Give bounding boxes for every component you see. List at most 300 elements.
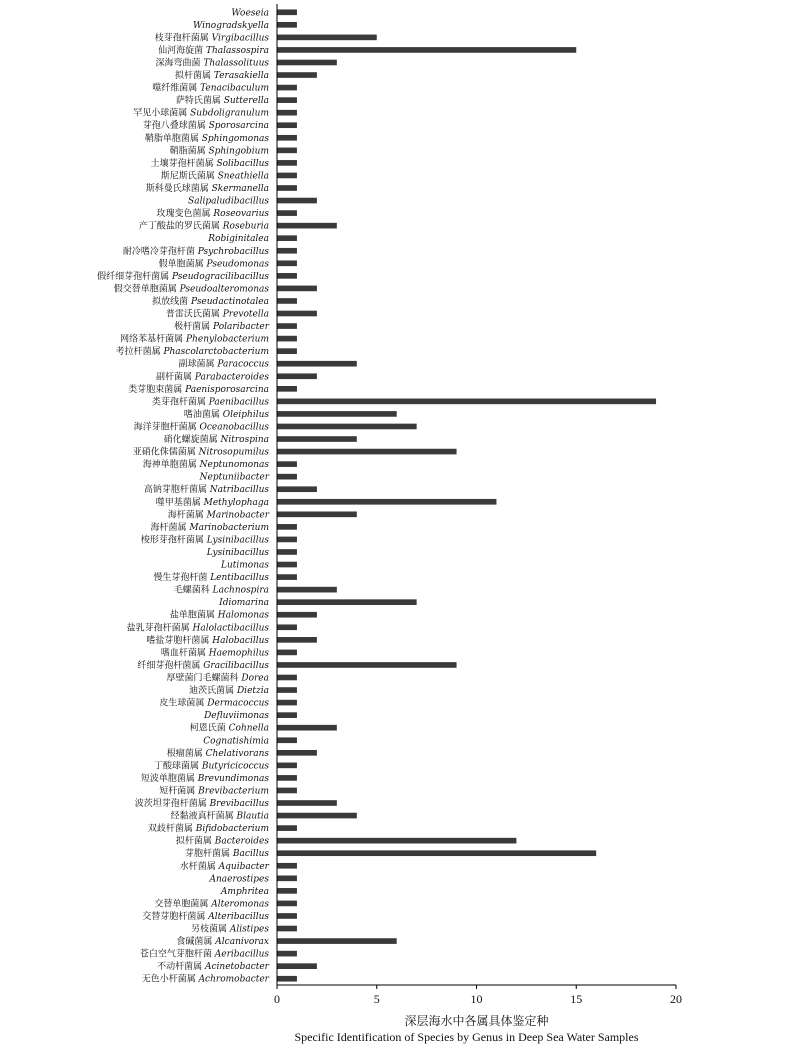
bar-brevibacillus	[278, 800, 337, 806]
category-label-latin: Thalassospira	[206, 45, 269, 56]
bar-achromobacter	[278, 976, 297, 982]
bar-polaribacter	[278, 323, 297, 329]
category-label-chinese: 芽孢八叠球菌属	[142, 121, 209, 132]
category-label-chinese: 迪茨氏菌属	[189, 686, 237, 697]
category-label-latin: Solibacillus	[216, 158, 269, 169]
bar-oceanobacillus	[278, 424, 417, 430]
category-label-latin: Pseudactinotalea	[191, 296, 269, 307]
category-label-latin: Chelativorans	[205, 748, 269, 759]
category-label-latin: Halolactibacillus	[192, 623, 269, 634]
bar-anaerostipes	[278, 875, 297, 881]
category-label	[220, 561, 269, 571]
bar-acinetobacter	[278, 963, 317, 969]
category-label-chinese: 毛螺菌科	[173, 585, 213, 596]
category-label	[184, 408, 269, 420]
category-label-chinese: 假交替单胞菌属	[113, 284, 180, 295]
category-label	[142, 910, 269, 922]
category-label-chinese: 硝化螺旋菌属	[163, 435, 221, 446]
bar-marinobacterium	[278, 524, 297, 530]
bar-lysinibacillus	[278, 549, 297, 555]
bar-chelativorans	[278, 750, 317, 756]
bar-dorea	[278, 675, 297, 681]
category-label-chinese: 波茨坦芽孢杆菌属	[134, 799, 210, 810]
category-label-latin: Alistipes	[229, 924, 269, 935]
x-tick-label: 15	[570, 992, 583, 1006]
bar-halomonas	[278, 612, 317, 618]
category-label	[157, 960, 270, 972]
bar-thalassolituus	[278, 60, 337, 66]
bar-bacillus	[278, 850, 597, 856]
category-label-latin: Alcanivorax	[215, 937, 269, 948]
bar-lysinibacillus	[278, 537, 297, 543]
bar-phenylobacterium	[278, 336, 297, 342]
category-label	[143, 458, 270, 470]
category-label	[167, 747, 270, 759]
bar-cognatishimia	[278, 737, 297, 743]
category-label	[152, 295, 269, 307]
category-label	[141, 533, 270, 545]
category-label-latin: Aeribacillus	[214, 949, 269, 960]
category-label	[137, 659, 269, 671]
category-label-latin: Amphritea	[220, 886, 269, 897]
category-label-latin: Lysinibacillus	[206, 547, 269, 558]
category-label-chinese: 海神单胞菌属	[142, 460, 200, 471]
category-label-latin: Winogradskyella	[193, 20, 269, 31]
category-label	[176, 94, 269, 106]
bar-pseudomonas	[278, 260, 297, 266]
category-label	[152, 82, 269, 94]
bar-paenibacillus	[278, 399, 657, 405]
category-label-latin: Bacteroides	[214, 836, 269, 847]
category-label-chinese: 假纤细芽孢杆菌属	[97, 271, 172, 282]
category-label-chinese: 无色小杆菌属	[141, 974, 199, 985]
category-label	[127, 621, 270, 633]
category-label-chinese: 耐冷嗜冷芽孢杆菌	[122, 246, 198, 257]
category-label-latin: Alteromonas	[211, 899, 269, 910]
category-label-latin: Achromobacter	[198, 974, 269, 985]
category-label-chinese: 斯尼斯氏菌属	[160, 171, 218, 182]
category-label-chinese: 双歧杆菌属	[147, 824, 196, 835]
bar-natribacillus	[278, 486, 317, 492]
category-label-latin: Tenacibaculum	[200, 83, 269, 94]
category-label-chinese: 高钠芽胞杆菌属	[143, 485, 210, 496]
category-label	[174, 584, 269, 596]
bar-gracilibacillus	[278, 662, 457, 668]
category-label	[164, 433, 269, 445]
category-label	[133, 446, 270, 458]
category-label-chinese: 根瘤菌属	[166, 748, 206, 759]
category-label-chinese: 亚硝化侏儒菌属	[132, 447, 199, 458]
category-label-chinese: 不动杆菌属	[157, 962, 205, 973]
bar-marinobacter	[278, 512, 357, 518]
bar-thalassospira	[278, 47, 577, 53]
category-label-chinese: 假单胞菌属	[158, 259, 207, 270]
bar-cohnella	[278, 725, 337, 731]
category-label	[142, 973, 270, 985]
category-label-chinese: 拟放线菌	[152, 296, 191, 307]
category-label-chinese: 深海弯曲菌	[155, 58, 204, 69]
category-label-chinese: 普雷沃氏菌属	[165, 309, 223, 320]
bar-alteribacillus	[278, 913, 297, 919]
category-label	[154, 897, 269, 909]
bar-alcanivorax	[278, 938, 397, 944]
category-label	[153, 571, 269, 583]
category-label-chinese: 短杆菌属	[159, 786, 199, 797]
category-label-latin: Skermanella	[211, 183, 269, 194]
category-label	[170, 609, 270, 621]
category-label-latin: Methylophaga	[203, 497, 269, 508]
category-label-latin: Lysinibacillus	[206, 535, 269, 546]
category-label-chinese: 嗜油菌属	[183, 409, 223, 420]
category-label-chinese: 苍白空气芽胞杆菌	[139, 949, 215, 960]
category-label-chinese: 产丁酸盐的罗氏菌属	[138, 221, 223, 232]
category-label-chinese: 噬纤维菌属	[152, 83, 201, 94]
category-label-latin: Phenylobacterium	[186, 334, 269, 345]
category-label	[176, 835, 270, 847]
bar-parabacteroides	[278, 373, 317, 379]
x-tick-label: 0	[274, 992, 280, 1006]
category-label-latin: Parabacteroides	[194, 372, 269, 383]
category-label-chinese: 另枝菌属	[191, 924, 230, 935]
bar-dermacoccus	[278, 700, 297, 706]
category-label-chinese: 斯科曼氏球菌属	[145, 183, 212, 194]
bar-butyricicoccus	[278, 763, 297, 769]
bar-sphingomonas	[278, 135, 297, 141]
category-label-chinese: 类芽孢杆菌属	[151, 397, 209, 408]
category-label	[114, 282, 270, 294]
category-label	[176, 935, 269, 947]
category-label-latin: Roseburia	[222, 221, 269, 232]
x-tick-label: 10	[470, 992, 483, 1006]
category-label-latin: Polaribacter	[213, 322, 269, 333]
category-label	[145, 132, 270, 144]
category-label-latin: Oleiphilus	[222, 409, 269, 420]
bar-sphingobium	[278, 148, 297, 154]
x-axis-title-english: Specific Identification of Species by Genus in Deep Sea Water Samples	[294, 1030, 639, 1044]
bar-lutimonas	[278, 562, 297, 568]
category-label-chinese: 水杆菌属	[179, 861, 219, 872]
category-label-chinese: 丁酸球菌属	[153, 761, 202, 772]
bar-aquibacter	[278, 863, 297, 869]
bar-haemophilus	[278, 650, 297, 656]
bar-methylophaga	[278, 499, 497, 505]
bar-lachnospira	[278, 587, 337, 593]
category-label	[161, 169, 269, 181]
category-label	[166, 671, 269, 683]
category-label-latin: Nitrospina	[220, 435, 269, 446]
category-label-latin: Phascolarctobacterium	[163, 347, 269, 358]
category-label-chinese: 皮生球菌属	[159, 698, 208, 709]
category-label	[175, 69, 269, 81]
bar-woeseia	[278, 9, 297, 15]
category-label-chinese: 萨特氏菌属	[175, 96, 224, 107]
category-label	[97, 270, 269, 282]
category-label-latin: Psychrobacillus	[197, 246, 269, 257]
category-label	[151, 157, 270, 169]
category-label	[156, 370, 269, 382]
bar-dietzia	[278, 687, 297, 693]
bar-sutterella	[278, 97, 297, 103]
category-label-latin: Sporosarcina	[208, 121, 269, 132]
category-label-latin: Bifidobacterium	[195, 824, 269, 835]
category-label	[128, 383, 269, 395]
bar-solibacillus	[278, 160, 297, 166]
category-label-latin: Sphingomonas	[201, 133, 269, 144]
bar-alistipes	[278, 926, 297, 932]
category-label-chinese: 鞘脂单胞菌属	[144, 133, 202, 144]
category-label-chinese: 慢生芽孢杆菌	[153, 573, 211, 584]
bar-pseudoalteromonas	[278, 286, 317, 292]
category-label-latin: Butyricicoccus	[201, 761, 269, 772]
category-label-latin: Oceanobacillus	[199, 422, 269, 433]
category-label	[193, 21, 269, 31]
category-label	[166, 308, 269, 320]
category-label-chinese: 柯恩氏菌	[189, 723, 229, 734]
category-label-latin: Dorea	[241, 673, 269, 684]
bar-brevibacterium	[278, 788, 297, 794]
category-label	[170, 144, 269, 156]
category-label-chinese: 枝芽孢杆菌属	[154, 33, 212, 44]
category-label-chinese: 海杆菌属	[150, 522, 190, 533]
bar-nitrosopumilus	[278, 449, 457, 455]
category-label	[189, 684, 269, 696]
category-label-latin: Paenibacillus	[208, 397, 269, 408]
category-label	[207, 234, 269, 244]
category-label	[154, 759, 269, 771]
category-label-chinese: 梭形芽孢杆菌属	[140, 535, 207, 546]
category-label-chinese: 副球菌属	[178, 359, 218, 370]
category-label-latin: Dietzia	[236, 686, 269, 697]
category-label-latin: Brevibacillus	[209, 799, 269, 810]
category-label-chinese: 网络苯基杆菌属	[120, 334, 187, 345]
bar-winogradskyella	[278, 22, 297, 28]
category-label-latin: Halomonas	[217, 610, 269, 621]
category-label	[203, 736, 269, 746]
category-label-chinese: 纤细芽孢杆菌属	[137, 660, 204, 671]
category-label	[220, 887, 269, 897]
category-label-latin: Neptunomonas	[199, 460, 269, 471]
category-label-latin: Salipaludibacillus	[188, 196, 269, 207]
category-label-latin: Nitrosopumilus	[198, 447, 269, 458]
bar-neptunomonas	[278, 461, 297, 467]
category-label-latin: Cognatishimia	[203, 736, 269, 747]
bar-brevundimonas	[278, 775, 297, 781]
x-axis-title-chinese: 深层海水中各属具体鉴定种	[404, 1014, 549, 1028]
category-label-chinese: 鞘脂菌属	[169, 146, 209, 157]
bar-pseudogracilibacillus	[278, 273, 297, 279]
category-label	[152, 395, 269, 407]
bar-tenacibaculum	[278, 85, 297, 91]
category-label-latin: Pseudoalteromonas	[179, 284, 269, 295]
bar-oleiphilus	[278, 411, 397, 417]
bar-prevotella	[278, 311, 317, 317]
category-label-latin: Dermacoccus	[207, 698, 269, 709]
category-label-chinese: 短波单胞菌属	[140, 773, 198, 784]
category-label-chinese: 噬甲基菌属	[155, 497, 204, 508]
bar-paenisporosarcina	[278, 386, 297, 392]
category-label-latin: Haemophilus	[208, 648, 269, 659]
bar-subdoligranulum	[278, 110, 297, 116]
bar-sporosarcina	[278, 122, 297, 128]
category-label-latin: Anaerostipes	[209, 874, 269, 885]
category-label-latin: Marinobacter	[206, 510, 269, 521]
category-label-latin: Paracoccus	[217, 359, 269, 370]
category-label	[155, 56, 269, 68]
category-label	[139, 220, 269, 232]
category-label	[178, 358, 269, 370]
category-label-latin: Acinetobacter	[205, 962, 269, 973]
category-label	[171, 810, 269, 822]
bar-salipaludibacillus	[278, 198, 317, 204]
bar-lentibacillus	[278, 574, 297, 580]
category-label	[188, 197, 269, 207]
category-label-latin: Marinobacterium	[189, 522, 269, 533]
category-label	[203, 711, 269, 721]
category-label-chinese: 食碱菌属	[176, 937, 216, 948]
category-label	[185, 847, 269, 859]
category-label-latin: Blautia	[236, 811, 269, 822]
category-label	[231, 8, 269, 18]
category-label-chinese: 副杆菌属	[156, 372, 195, 383]
bar-robiginitalea	[278, 235, 297, 241]
category-label	[180, 860, 270, 872]
category-label	[135, 797, 270, 809]
category-label	[156, 496, 269, 508]
category-label-latin: Natribacillus	[209, 485, 269, 496]
category-label-latin: Sneathiella	[217, 171, 269, 182]
category-label-latin: Pseudomonas	[206, 259, 269, 270]
category-label-chinese: 海杆菌属	[167, 510, 207, 521]
category-label-chinese: 经黏液真杆菌属	[170, 811, 237, 822]
category-label-latin: Gracilibacillus	[203, 660, 269, 671]
category-label-chinese: 玫瑰变色菌属	[156, 209, 214, 220]
bar-neptuniibacter	[278, 474, 297, 480]
category-label-latin: Brevibacterium	[198, 786, 269, 797]
category-label	[218, 598, 269, 608]
category-label-latin: Cohnella	[228, 723, 269, 734]
category-label	[199, 473, 270, 483]
category-label-chinese: 盐单胞菌属	[169, 610, 218, 621]
bar-roseovarius	[278, 210, 297, 216]
category-label	[134, 420, 270, 432]
category-label-chinese: 芽胞杆菌属	[185, 849, 233, 860]
category-label	[140, 948, 269, 960]
bar-nitrospina	[278, 436, 357, 442]
bar-alteromonas	[278, 901, 297, 907]
bar-psychrobacillus	[278, 248, 297, 254]
category-label-latin: Lachnospira	[212, 585, 269, 596]
category-label-chinese: 交替单胞菌属	[154, 899, 212, 910]
category-label-latin: Defluviimonas	[204, 711, 269, 722]
category-label-chinese: 仙河海旋菌	[158, 45, 206, 56]
bar-roseburia	[278, 223, 337, 229]
category-label	[157, 207, 270, 219]
category-label-latin: Aquibacter	[218, 861, 269, 872]
category-label	[144, 483, 270, 495]
category-label	[168, 508, 270, 520]
bar-bifidobacterium	[278, 825, 297, 831]
category-label-latin: Thalassolituus	[203, 58, 269, 69]
category-label	[143, 119, 269, 131]
category-label-chinese: 海洋芽胞杆菌属	[133, 422, 200, 433]
category-label-latin: Terasakiella	[213, 71, 269, 82]
category-label	[146, 182, 269, 194]
bar-pseudactinotalea	[278, 298, 297, 304]
category-label-chinese: 交替芽胞杆菌属	[142, 911, 209, 922]
category-label-chinese: 类芽胞束菌属	[128, 384, 186, 395]
bar-halolactibacillus	[278, 624, 297, 630]
category-label	[116, 345, 269, 357]
category-label-latin: Virgibacillus	[211, 33, 269, 44]
bar-skermanella	[278, 185, 297, 191]
category-label	[159, 257, 270, 269]
category-label	[159, 784, 269, 796]
category-label-latin: Lutimonas	[220, 560, 269, 571]
category-label	[151, 521, 269, 533]
category-label-latin: Sphingobium	[208, 146, 269, 157]
category-label-chinese: 考拉杆菌属	[115, 347, 164, 358]
category-label-latin: Paenisporosarcina	[185, 384, 269, 395]
category-label-latin: Roseovarius	[213, 209, 269, 220]
category-label-latin: Lentibacillus	[210, 573, 269, 584]
category-label-chinese: 拟杆菌属	[175, 71, 214, 82]
category-label-latin: Robiginitalea	[208, 234, 269, 245]
category-label-chinese: 嗜盐芽胞杆菌属	[146, 635, 213, 646]
category-label	[174, 320, 270, 332]
bar-paracoccus	[278, 361, 357, 367]
category-label	[133, 107, 269, 119]
category-label	[191, 923, 269, 935]
category-label-latin: Woeseia	[231, 8, 269, 19]
category-label-chinese: 嗜血杆菌属	[160, 648, 209, 659]
bar-idiomarina	[278, 599, 417, 605]
bars-group	[278, 9, 657, 981]
x-tick-label: 5	[373, 992, 380, 1006]
category-label	[206, 548, 270, 558]
bar-defluviimonas	[278, 712, 297, 718]
bar-halobacillus	[278, 637, 317, 643]
x-tick-label: 20	[670, 992, 682, 1006]
category-label-latin: Neptuniibacter	[199, 472, 269, 483]
category-label	[148, 822, 269, 834]
bar-virgibacillus	[278, 35, 377, 41]
bar-terasakiella	[278, 72, 317, 78]
category-label-chinese: 厚壁菌门毛螺菌科	[166, 673, 242, 684]
bar-amphritea	[278, 888, 297, 894]
category-label-latin: Sutterella	[223, 96, 269, 107]
bar-sneathiella	[278, 173, 297, 179]
category-label	[141, 772, 270, 784]
bar-aeribacillus	[278, 951, 297, 957]
category-label-latin: Prevotella	[222, 309, 269, 320]
bar-phascolarctobacterium	[278, 348, 297, 354]
category-label-latin: Brevundimonas	[197, 773, 269, 784]
category-label-latin: Idiomarina	[219, 598, 269, 609]
category-label-latin: Bacillus	[232, 849, 269, 860]
category-label-latin: Subdoligranulum	[190, 108, 269, 119]
category-label	[208, 874, 269, 884]
category-label	[190, 722, 269, 734]
category-label	[161, 646, 269, 658]
category-label	[155, 31, 270, 43]
category-label	[123, 245, 270, 257]
category-labels-group	[97, 8, 270, 984]
category-label	[146, 634, 269, 646]
bar-bacteroides	[278, 838, 517, 844]
category-label-latin: Alteribacillus	[208, 911, 269, 922]
category-label-chinese: 极杆菌属	[174, 322, 214, 333]
category-label	[159, 697, 269, 709]
